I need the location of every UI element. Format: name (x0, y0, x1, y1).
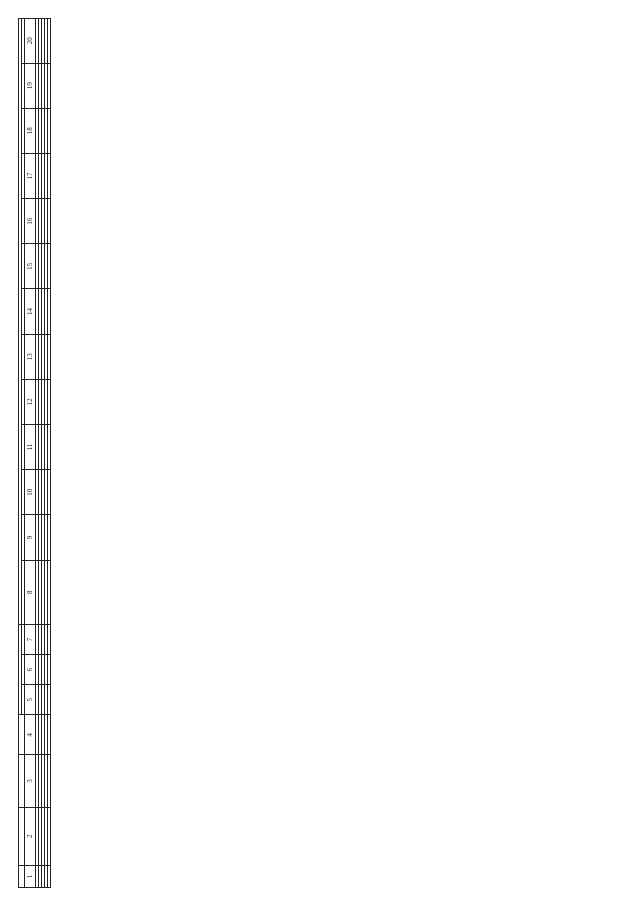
row-no (48, 865, 51, 887)
row-year-value (48, 334, 51, 379)
row-year-value (48, 425, 51, 470)
column-number: 15 (25, 244, 36, 289)
column-number: 14 (25, 289, 36, 334)
column-number: 11 (25, 425, 36, 470)
row-year-value (48, 244, 51, 289)
column-number: 1 (25, 865, 36, 887)
column-number: 5 (25, 685, 36, 715)
budget-table (18, 18, 51, 888)
column-number: 17 (25, 153, 36, 198)
row-year-value (48, 515, 51, 560)
row-total (48, 560, 51, 624)
column-number: 4 (25, 715, 36, 755)
column-number: 18 (25, 108, 36, 153)
column-number: 8 (25, 560, 36, 624)
row-year-value (48, 289, 51, 334)
column-number: 20 (25, 19, 36, 64)
column-number: 2 (25, 807, 36, 865)
budget-table-area (18, 18, 438, 888)
row-coordinator (48, 755, 51, 807)
column-number-row (25, 19, 36, 888)
column-number: 9 (25, 515, 36, 560)
column-number: 10 (25, 470, 36, 515)
row-year-value (48, 63, 51, 108)
table-row (48, 19, 51, 888)
row-year-value (48, 379, 51, 424)
row-year-value (48, 199, 51, 244)
row-name (48, 807, 51, 865)
column-number: 13 (25, 334, 36, 379)
row-year-value (48, 470, 51, 515)
column-number: 16 (25, 199, 36, 244)
row-rzpr (48, 655, 51, 685)
row-grbs (48, 685, 51, 715)
row-year-value (48, 108, 51, 153)
column-number: 12 (25, 379, 36, 424)
column-number: 3 (25, 755, 36, 807)
column-number: 6 (25, 655, 36, 685)
row-year-value (48, 19, 51, 64)
row-year-value (48, 153, 51, 198)
row-source (48, 715, 51, 755)
column-number: 19 (25, 63, 36, 108)
row-csr (48, 624, 51, 654)
column-number: 7 (25, 624, 36, 654)
